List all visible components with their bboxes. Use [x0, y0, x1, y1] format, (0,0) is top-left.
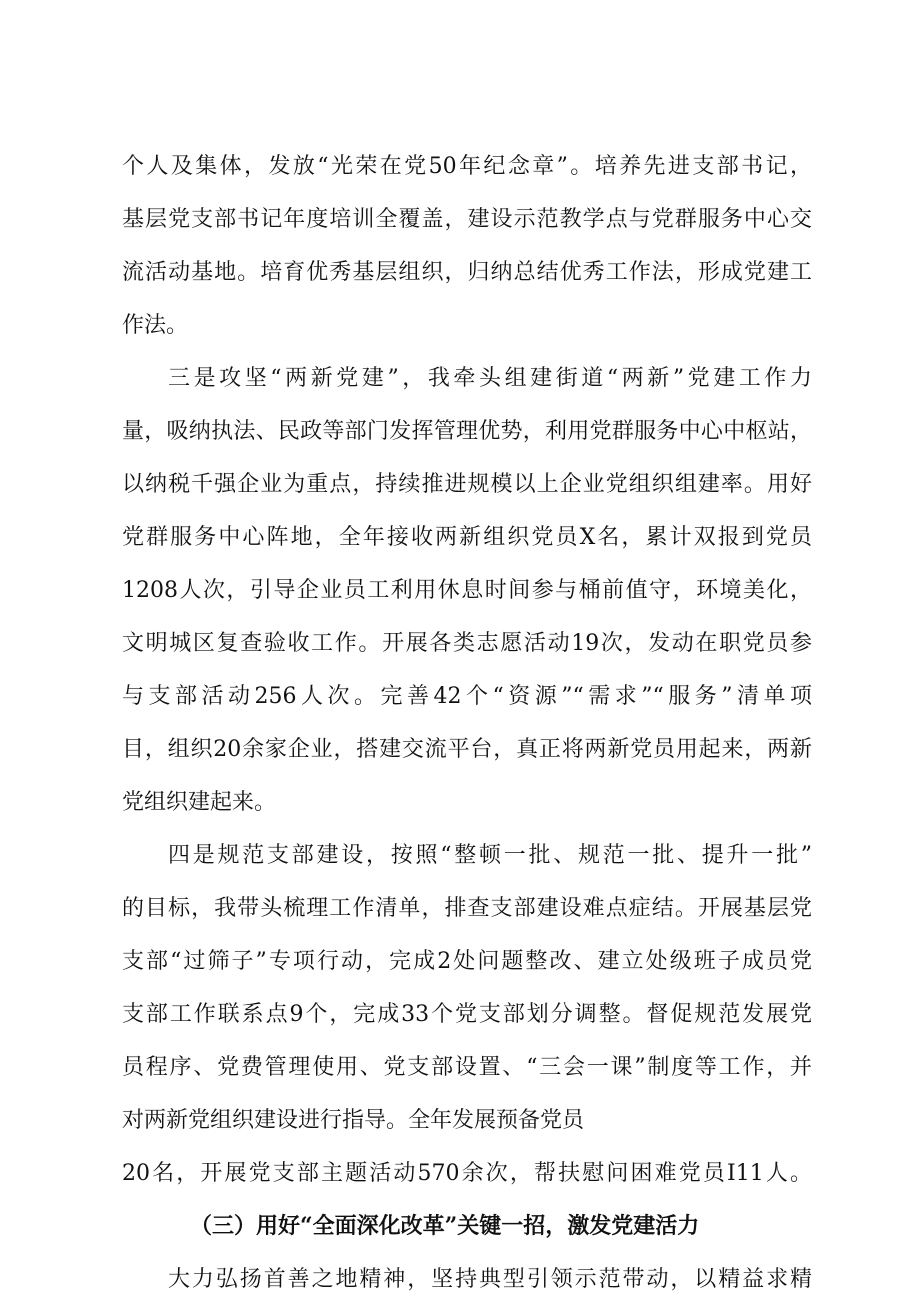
text-line: 的目标，我带头梳理工作清单，排查支部建设难点症结。开展基层党 [122, 896, 812, 921]
text-line: 与支部活动256人次。完善42个“资源”“需求”“服务”清单项 [122, 684, 812, 709]
text-line: 20名，开展党支部主题活动570余次，帮扶慰问困难党员I11人。 [122, 1161, 812, 1186]
text-line: 基层党支部书记年度培训全覆盖，建设示范教学点与党群服务中心交 [122, 207, 812, 232]
text-line: 作法。 [122, 313, 189, 338]
text-line: 党组织建起来。 [122, 790, 277, 815]
text-line: 对两新党组织建设进行指导。全年发展预备党员 [122, 1108, 585, 1133]
text-line: 党群服务中心阵地，全年接收两新组织党员X名，累计双报到党员 [122, 525, 812, 550]
text-line: 目，组织20余家企业，搭建交流平台，真正将两新党员用起来，两新 [122, 737, 812, 762]
text-line: 1208人次，引导企业员工利用休息时间参与桶前值守，环境美化， [122, 578, 812, 603]
text-line: 文明城区复查验收工作。开展各类志愿活动19次，发动在职党员参 [122, 631, 812, 656]
text-line: 支部工作联系点9个，完成33个党支部划分调整。督促规范发展党 [122, 1002, 812, 1027]
text-line: 以纳税千强企业为重点，持续推进规模以上企业党组织组建率。用好 [122, 472, 812, 497]
document-page [122, 140, 812, 1306]
text-line: 大力弘扬首善之地精神，坚持典型引领示范带动，以精益求精 [168, 1267, 812, 1292]
text-line: 三是攻坚“两新党建”，我牵头组建街道“两新”党建工作力 [168, 366, 812, 391]
section-heading: （三）用好“全面深化改革”关键一招，激发党建活力 [190, 1213, 700, 1239]
text-line: 四是规范支部建设，按照“整顿一批、规范一批、提升一批” [168, 843, 812, 868]
text-line: 支部“过筛子”专项行动，完成2处问题整改、建立处级班子成员党 [122, 949, 812, 974]
text-line: 量，吸纳执法、民政等部门发挥管理优势，利用党群服务中心中枢站， [122, 419, 812, 444]
text-line: 流活动基地。培育优秀基层组织，归纳总结优秀工作法，形成党建工 [122, 260, 812, 285]
text-line: 个人及集体，发放“光荣在党50年纪念章”。培养先进支部书记， [122, 154, 812, 179]
text-line: 员程序、党费管理使用、党支部设置、“三会一课”制度等工作，并 [122, 1055, 812, 1080]
